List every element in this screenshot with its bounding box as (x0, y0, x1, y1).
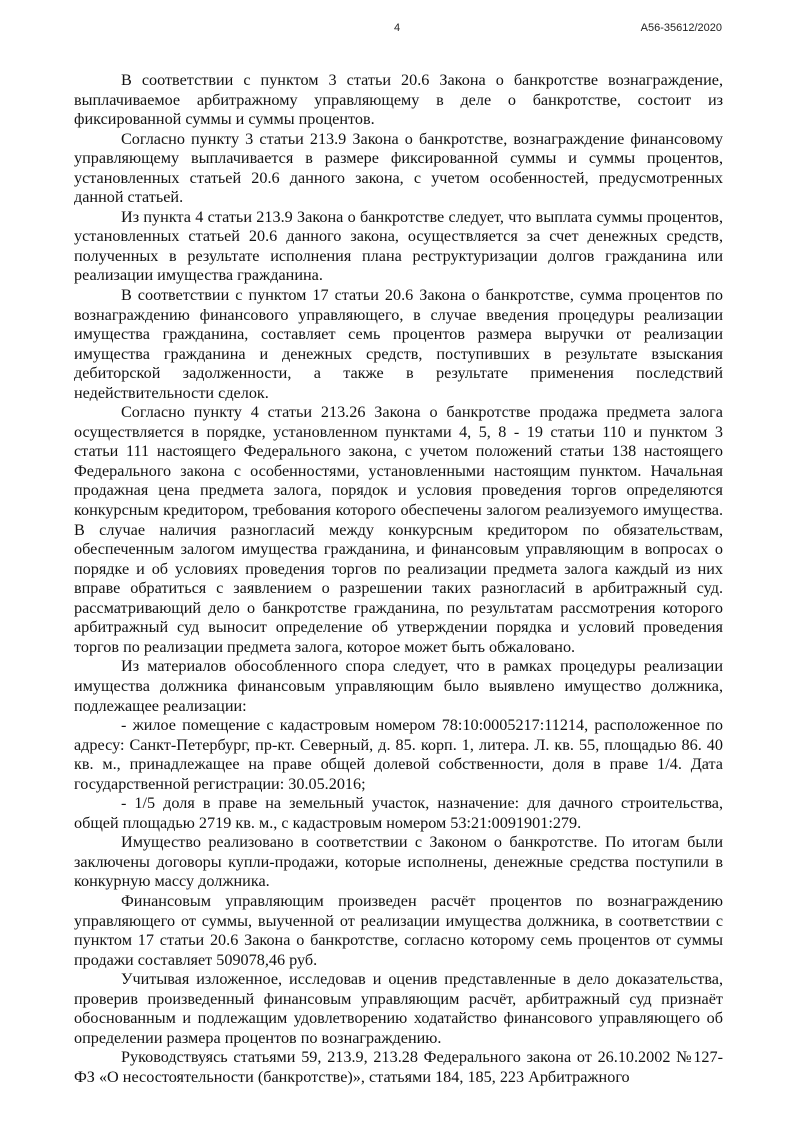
case-number: А56-35612/2020 (640, 22, 722, 34)
paragraph-calculation: Финансовым управляющим произведен расчёт процентов по вознаграждению управляющего от суммы, выученной от реализации имущества должника, в соответствии с пунктом 17 статьи 20.6 Закона о банкротстве, согласно которому семь процентов от суммы продажи составляет 509078,46 руб. (74, 891, 723, 969)
paragraph-article-20-6-p17: В соответствии с пунктом 17 статьи 20.6 Закона о банкротстве, сумма процентов по вознаграждению финансового управляющего, в случае введения процедуры реализации имущества гражданина, составляет семь процентов размера выручки от реализации имущества гражданина и денежных средств, поступивших в результате взыскания дебиторской задолженности, а также в результате применения последствий недействительности сделок. (74, 286, 723, 402)
paragraph-remuneration-structure: В соответствии с пунктом 3 статьи 20.6 Закона о банкротстве вознаграждение, выплачиваемое арбитражному управляющему в деле о банкротстве, состоит из фиксированной суммы и суммы процентов. (74, 71, 723, 129)
page-number: 4 (394, 22, 401, 34)
paragraph-article-213-26: Согласно пункту 4 статьи 213.26 Закона о банкротстве продажа предмета залога осуществляется в порядке, установленном пунктами 4, 5, 8 - 19 статьи 110 и пунктом 3 статьи 111 настоящего Федерального закона, с учетом положений статьи 138 настоящего Федерального закона с особенностями, установленными настоящим пунктом. Начальная продажная цена предмета залога, порядок и условия проведения торгов определяются конкурсным кредитором, требования которого обеспечены залогом реализуемого имущества. В случае наличия разногласий между конкурсным кредитором по обязательствам, обеспеченным залогом имущества гражданина, и финансовым управляющим в вопросах о порядке и об условиях проведения торгов по реализации предмета залога каждый из них вправе обратиться с заявлением о разрешении таких разногласий в арбитражный суд. рассматривающий дело о банкротстве гражданина, по результатам рассмотрения которого арбитражный суд выносит определение об утверждении порядка и условий проведения торгов по реализации предмета залога, которое может быть обжаловано. (74, 403, 723, 656)
paragraph-property-sold: Имущество реализовано в соответствии с Законом о банкротстве. По итогам были заключены договоры купли-продажи, которые исполнены, денежные средства поступили в конкурную массу должника. (74, 833, 723, 891)
paragraph-article-213-9-p4: Из пункта 4 статьи 213.9 Закона о банкротстве следует, что выплата суммы процентов, установленных статьей 20.6 данного закона, осуществляется за счет денежных средств, полученных в результате исполнения плана реструктуризации долгов гражданина или реализации имущества гражданина. (74, 207, 723, 285)
paragraph-guided-by: Руководствуясь статьями 59, 213.9, 213.28 Федерального закона от 26.10.2002 №127-ФЗ «О несостоятельности (банкротстве)», статьями 184, 185, 223 Арбитражного (74, 1048, 723, 1086)
paragraph-article-213-9-p3: Согласно пункту 3 статьи 213.9 Закона о банкротстве, вознаграждение финансовому управляющему выплачивается в размере фиксированной суммы и суммы процентов, установленных статьей 20.6 данного закона, с учетом особенностей, предусмотренных данной статьей. (74, 129, 723, 207)
paragraph-materials: Из материалов обособленного спора следует, что в рамках процедуры реализации имущества должника финансовым управляющим было выявлено имущество должника, подлежащее реализации: (74, 657, 723, 715)
document-body (74, 71, 723, 1087)
paragraph-court-finding: Учитывая изложенное, исследовав и оценив представленные в дело доказательства, проверив произведенный финансовым управляющим расчёт, арбитражный суд признаёт обоснованным и подлежащим удовлетворению ходатайство финансового управляющего об определении размера процентов по вознаграждению. (74, 970, 723, 1047)
list-item-land-share: - 1/5 доля в праве на земельный участок, назначение: для дачного строительства, общей площадью 2719 кв. м., с кадастровым номером 53:21:0091901:279. (74, 794, 723, 832)
list-item-apartment: - жилое помещение с кадастровым номером 78:10:0005217:11214, расположенное по адресу: Санкт-Петербург, пр-кт. Северный, д. 85. корп. 1, литера. Л. кв. 55, площадью 86. 40 кв. м., принадлежащее на праве общей долевой собственности, доля в праве 1/4. Дата государственной регистрации: 30.05.2016; (74, 716, 723, 793)
